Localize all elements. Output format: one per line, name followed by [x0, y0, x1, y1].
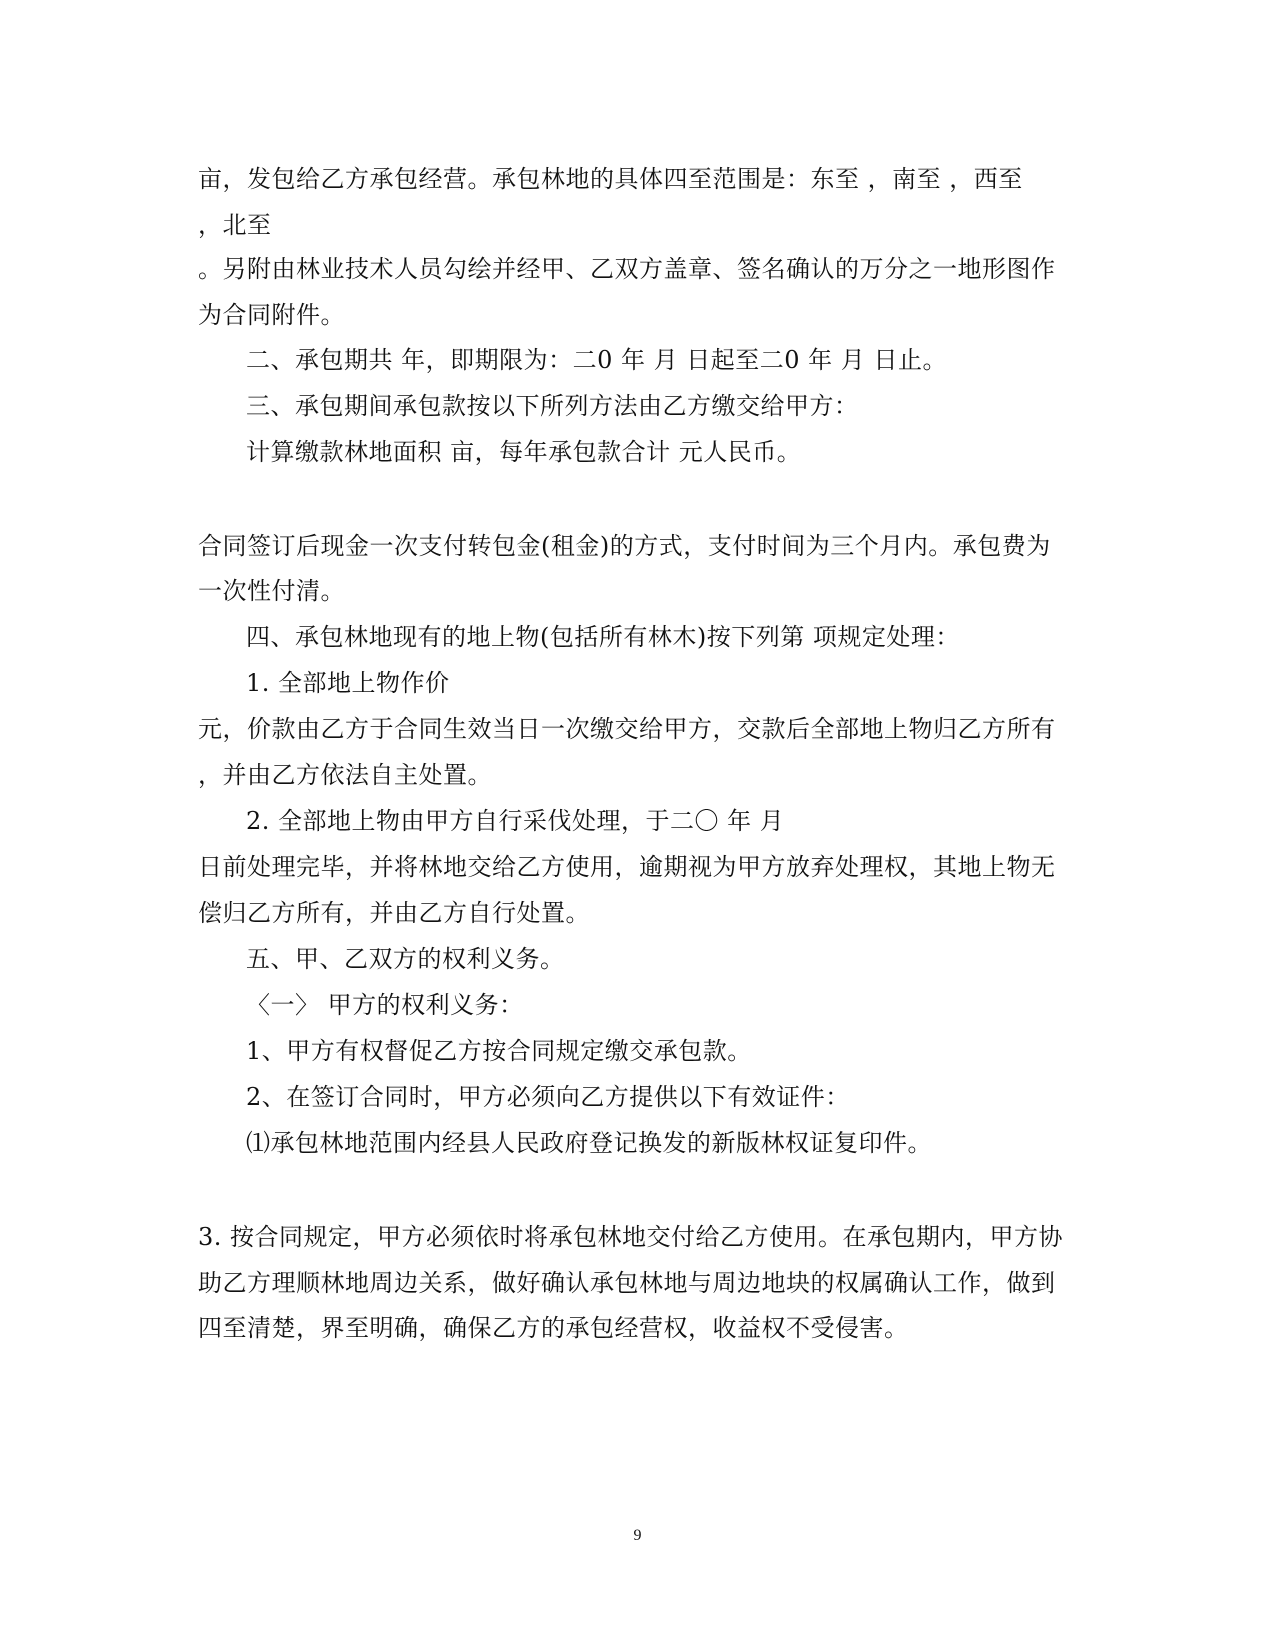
text-line: 2、在签订合同时，甲方必须向乙方提供以下有效证件： — [246, 1083, 850, 1111]
text-line: 一次性付清。 — [198, 577, 345, 605]
text-line: 3. 按合同规定，甲方必须依时将承包林地交付给乙方使用。在承包期内，甲方协 — [198, 1223, 1064, 1251]
text-line: 〈一〉 甲方的权利义务： — [246, 991, 524, 1019]
text-line: 偿归乙方所有，并由乙方自行处置。 — [198, 899, 590, 927]
text-line: 五、甲、乙双方的权利义务。 — [246, 945, 565, 973]
text-line: 三、承包期间承包款按以下所列方法由乙方缴交给甲方： — [246, 392, 859, 420]
text-line: ⑴承包林地范围内经县人民政府登记换发的新版林权证复印件。 — [246, 1129, 932, 1157]
page-number: 9 — [633, 1527, 642, 1544]
text-line: ，北至 — [198, 211, 272, 239]
text-line: 四至清楚，界至明确，确保乙方的承包经营权，收益权不受侵害。 — [198, 1314, 909, 1342]
text-line: 2. 全部地上物由甲方自行采伐处理，于二〇 年 月 — [246, 807, 785, 835]
text-line: 合同签订后现金一次支付转包金(租金)的方式，支付时间为三个月内。承包费为 — [198, 532, 1051, 560]
text-line: 1. 全部地上物作价 — [246, 669, 450, 697]
text-line: 元，价款由乙方于合同生效当日一次缴交给甲方，交款后全部地上物归乙方所有 — [198, 715, 1056, 743]
text-line: 为合同附件。 — [198, 301, 345, 329]
text-line: 二、承包期共 年，即期限为：二0 年 月 日起至二0 年 月 日止。 — [246, 346, 947, 374]
text-line: 计算缴款林地面积 亩，每年承包款合计 元人民币。 — [246, 438, 802, 466]
text-line: 1、甲方有权督促乙方按合同规定缴交承包款。 — [246, 1037, 752, 1065]
text-line: 日前处理完毕，并将林地交给乙方使用，逾期视为甲方放弃处理权，其地上物无 — [198, 853, 1056, 881]
text-line: 四、承包林地现有的地上物(包括所有林木)按下列第 项规定处理： — [246, 623, 960, 651]
text-line: 助乙方理顺林地周边关系，做好确认承包林地与周边地块的权属确认工作，做到 — [198, 1269, 1056, 1297]
text-line: ，并由乙方依法自主处置。 — [198, 761, 492, 789]
text-line: 。另附由林业技术人员勾绘并经甲、乙双方盖章、签名确认的万分之一地形图作 — [198, 255, 1056, 283]
text-line: 亩，发包给乙方承包经营。承包林地的具体四至范围是：东至 ，南至 ，西至 — [198, 165, 1023, 193]
